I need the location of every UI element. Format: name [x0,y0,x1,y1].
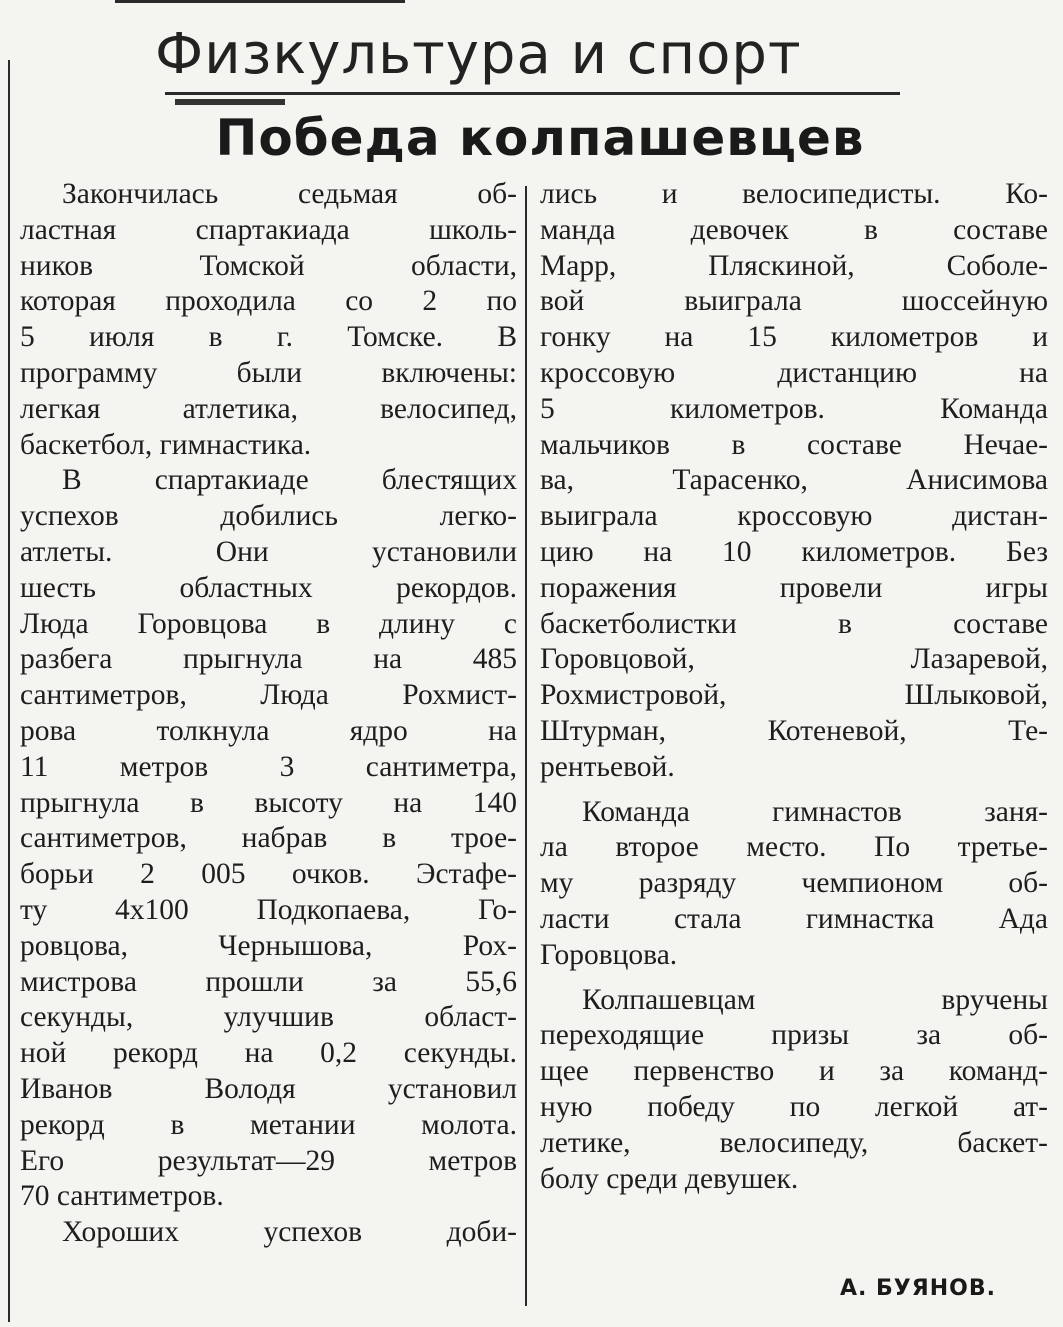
text-line: ту 4x100 Подкопаева, Го- [20,893,517,926]
text-line: Хороших успехов доби- [62,1216,517,1249]
text-line: Люда Горовцова в длину с [20,607,517,640]
text-line: баскетбол, гимнастика. [20,428,312,461]
text-line: ластная спартакиада школь- [20,213,517,246]
text-line: болу среди девушек. [540,1162,799,1195]
rubric-underline [165,92,900,95]
text-line: сантиметров, набрав в трое- [20,822,517,855]
text-line: программу были включены: [20,356,517,389]
article-headline: Победа колпашевцев [215,109,865,167]
text-line: Горовцовой, Лазаревой, [540,643,1048,676]
text-line: Команда гимнастов заня- [582,795,1048,828]
text-line: цию на 10 километров. Без [540,535,1048,568]
article-left-column [20,177,517,1251]
text-line: которая проходила со 2 по [20,285,517,318]
text-line: летике, велосипеду, баскет- [540,1126,1048,1159]
paragraph-gap [540,974,1048,983]
text-line: кроссовую дистанцию на [540,356,1048,389]
text-line: рекорд в метании молота. [20,1108,517,1141]
paragraph-gap [540,786,1048,795]
article-right-column [540,177,1048,1197]
text-line: Его результат—29 метров [20,1144,517,1177]
text-line: переходящие призы за об- [540,1019,1048,1052]
text-line: баскетболистки в составе [540,607,1048,640]
text-line: Горовцова. [540,938,678,971]
text-line: ников Томской области, [20,249,517,282]
text-line: лись и велосипедисты. Ко- [540,178,1048,210]
text-line: гонку на 15 километров и [540,321,1048,354]
text-line: легкая атлетика, велосипед, [20,392,517,425]
text-line: атлеты. Они установили [20,535,517,568]
text-line: Марр, Пляскиной, Соболе- [540,249,1048,282]
text-line: ла второе место. По третье- [540,831,1048,864]
text-line: прыгнула в высоту на 140 [20,786,517,819]
text-line: рова толкнула ядро на [20,714,517,747]
text-line: 5 километров. Команда [540,392,1048,425]
text-line: мальчиков в составе Нечае- [540,428,1048,461]
text-line: вой выиграла шоссейную [540,285,1048,318]
text-line: секунды, улучшив област- [20,1001,517,1034]
text-line: ной рекорд на 0,2 секунды. [20,1037,517,1070]
text-line: рентьевой. [540,750,675,783]
text-line: разбега прыгнула на 485 [20,643,517,676]
rubric-dash [175,99,285,105]
text-line: поражения провели игры [540,571,1048,604]
text-line: Штурман, Котеневой, Те- [540,714,1048,747]
text-line: 70 сантиметров. [20,1180,224,1213]
text-line: успехов добились легко- [20,500,517,533]
text-line: сантиметров, Люда Рохмист- [20,679,517,712]
column-divider [525,186,527,1306]
text-line: Закончилась седьмая об- [62,178,517,210]
text-line: борьи 2 005 очков. Эстафе- [20,858,517,891]
text-line: ровцова, Чернышова, Рох- [20,929,517,962]
text-line: 11 метров 3 сантиметра, [20,750,517,783]
text-line: шесть областных рекордов. [20,571,517,604]
text-line: Рохмистровой, Шлыковой, [540,679,1048,712]
text-line: выиграла кроссовую дистан- [540,500,1048,533]
text-line: Колпашевцам вручены [582,983,1048,1016]
text-line: ласти стала гимнастка Ада [540,902,1048,935]
text-line: щее первенство и за команд- [540,1055,1048,1088]
text-line: ва, Тарасенко, Анисимова [540,464,1048,497]
author-signature: А. БУЯНОВ. [840,1276,996,1301]
left-border-rule [8,60,10,1322]
text-line: ную победу по легкой ат- [540,1090,1048,1123]
section-rubric: Физкультура и спорт [155,22,802,87]
top-rule [115,0,405,3]
text-line: му разряду чемпионом об- [540,867,1048,900]
text-line: Иванов Володя установил [20,1072,517,1105]
text-line: В спартакиаде блестящих [62,464,517,497]
text-line: мистрова прошли за 55,6 [20,965,517,998]
text-line: 5 июля в г. Томске. В [20,321,517,354]
text-line: манда девочек в составе [540,213,1048,246]
